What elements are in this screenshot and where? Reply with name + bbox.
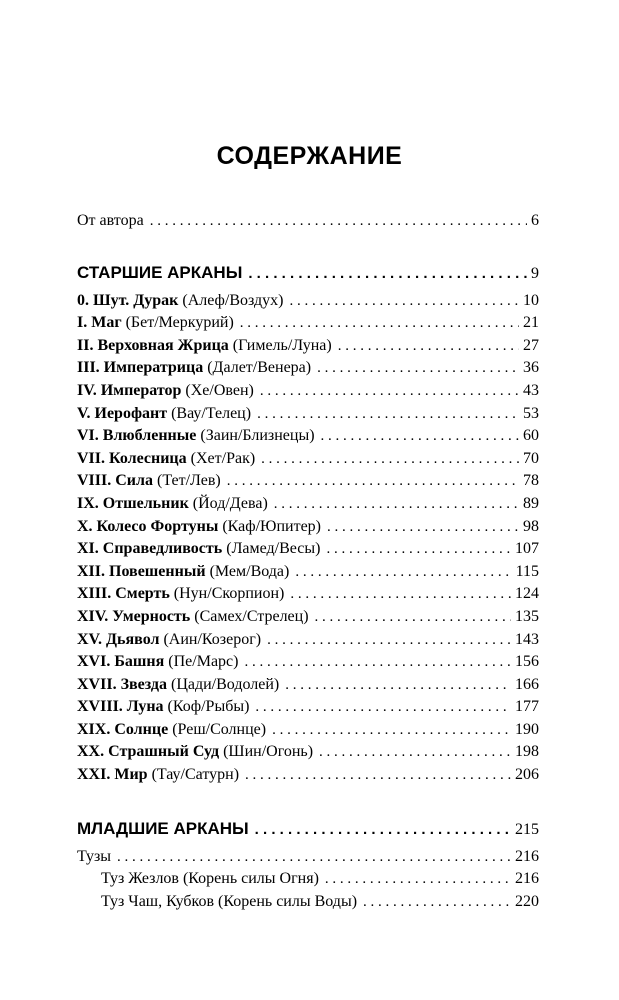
leader-dots [248,263,527,286]
leader-dots [261,448,519,471]
toc-entry-page: 70 [523,449,539,467]
toc-entry-label [77,448,255,471]
toc-entry-label [77,290,284,313]
arcana-name: XIV. Умерность [77,607,191,625]
arcana-correspondence: (Мем/Вода) [205,562,290,580]
toc-entry-label [77,741,313,764]
toc-entry-label [77,561,289,584]
leader-dots [274,493,519,516]
leader-dots [260,380,519,403]
arcana-correspondence: (Тау/Сатурн) [147,766,240,784]
arcana-name: III. Императрица [77,359,204,377]
arcana-name: VII. Колесница [77,449,187,467]
arcana-correspondence: (Бет/Меркурий) [121,314,234,332]
arcana-correspondence: (Хе/Овен) [181,381,254,399]
leader-dots [321,425,519,448]
leader-dots [244,651,511,674]
leader-dots [272,719,511,742]
arcana-name: V. Иерофант [77,404,168,422]
arcana-correspondence: (Йод/Дева) [188,494,268,512]
toc-entry[interactable] [77,696,539,719]
toc-entry-page: 10 [523,291,539,309]
arcana-name: XV. Дьявол [77,630,160,648]
toc-entry-label [77,380,254,403]
toc-entry[interactable] [77,493,539,516]
leader-dots [327,516,519,539]
leader-dots [325,868,511,891]
leader-dots [326,538,511,561]
arcana-correspondence: (Пе/Марс) [164,653,239,671]
toc-entry-page: 124 [515,585,539,603]
toc-entry-label [77,312,234,335]
arcana-name: XX. Страшный Суд [77,743,220,761]
toc-entry-label [77,516,321,539]
arcana-correspondence: (Тет/Лев) [152,472,221,490]
toc-author-note [77,210,539,233]
toc-entry-aces[interactable] [77,846,539,869]
toc-entry-label [77,493,268,516]
toc-entry-label [77,719,266,742]
toc-entry-page: 177 [515,698,539,716]
toc-entry-page: 190 [515,720,539,738]
toc-entry-page: 107 [515,540,539,558]
toc-entry-label: Туз Чаш, Кубков (Корень силы Воды) [101,892,358,910]
arcana-correspondence: (Коф/Рыбы) [163,698,250,716]
toc-entry-page: 115 [515,562,539,580]
toc-entry-label: От автора [77,212,144,229]
toc-entry[interactable] [77,516,539,539]
toc-entry[interactable] [77,538,539,561]
arcana-correspondence: (Алеф/Воздух) [178,291,284,309]
arcana-name: XVII. Звезда [77,675,167,693]
arcana-correspondence: (Заин/Близнецы) [196,427,315,445]
toc-entry-label [77,583,284,606]
toc-entry-page: 206 [515,766,539,784]
toc-entry-page: 60 [523,427,539,445]
leader-dots [227,470,519,493]
toc-entry-page: 216 [515,870,539,888]
arcana-name: XVI. Башня [77,653,165,671]
toc-entry-label [77,538,320,561]
arcana-name: I. Маг [77,314,122,332]
toc-entry-label [77,357,311,380]
leader-dots [245,764,511,787]
arcana-correspondence: (Ламед/Весы) [222,540,321,558]
toc-entry[interactable] [77,651,539,674]
leader-dots [363,891,511,914]
section-heading-page: 215 [515,821,539,838]
arcana-correspondence: (Нун/Скорпион) [169,585,285,603]
toc-entry[interactable] [77,583,539,606]
toc-entry-page: 220 [515,892,539,910]
leader-dots [317,357,519,380]
toc-entry-page: 43 [523,381,539,399]
toc-entry[interactable] [77,290,539,313]
toc-entry[interactable] [77,312,539,335]
arcana-name: XI. Справедливость [77,540,223,558]
arcana-correspondence: (Реш/Солнце) [168,720,267,738]
toc-entry[interactable] [77,210,539,233]
arcana-name: VIII. Сила [77,472,153,490]
toc-entry-label [77,470,221,493]
toc-entry-label [77,403,251,426]
section-heading-page: 9 [531,265,539,282]
arcana-name: II. Верховная Жрица [77,336,229,354]
leader-dots [150,210,527,233]
toc-entry-ace-cups[interactable] [77,891,539,914]
toc-entry[interactable] [77,741,539,764]
toc-entry[interactable] [77,561,539,584]
toc-entry-page: 216 [515,847,539,865]
arcana-name: VI. Влюбленные [77,427,197,445]
section-heading-minor[interactable] [77,818,539,841]
leader-dots [290,290,519,313]
toc-entry-page: 78 [523,472,539,490]
arcana-correspondence: (Шин/Огонь) [219,743,314,761]
leader-dots [255,819,511,842]
toc-minor-section [77,818,539,913]
leader-dots [338,335,519,358]
arcana-name: XVIII. Луна [77,698,164,716]
toc-entry[interactable] [77,425,539,448]
arcana-name: IV. Император [77,381,182,399]
toc-entry[interactable] [77,380,539,403]
arcana-correspondence: (Вау/Телец) [167,404,252,422]
arcana-name: XIX. Солнце [77,720,169,738]
toc-entry[interactable] [77,335,539,358]
toc-entry[interactable] [77,719,539,742]
arcana-name: X. Колесо Фортуны [77,517,219,535]
toc-entry-page: 143 [515,630,539,648]
leader-dots [117,846,511,869]
toc-entry-label [77,425,315,448]
toc-entry[interactable] [77,357,539,380]
arcana-correspondence: (Аин/Козерог) [159,630,262,648]
leader-dots [295,561,511,584]
toc-entry-label [77,629,261,652]
toc-entry-label [77,335,332,358]
arcana-correspondence: (Хет/Рак) [186,449,256,467]
toc-major-section [77,262,539,787]
toc-entry-page: 156 [515,653,539,671]
leader-dots [267,629,511,652]
toc-entry-label [77,764,239,787]
toc-entry-page: 53 [523,404,539,422]
toc-entry-label [77,674,279,697]
leader-dots [319,741,511,764]
toc-entry[interactable] [77,674,539,697]
page-title: СОДЕРЖАНИЕ [216,142,403,170]
toc-entry-page: 198 [515,743,539,761]
toc-entry[interactable] [77,606,539,629]
toc-entry-label: Тузы [77,847,112,865]
arcana-name: 0. Шут. Дурак [77,291,179,309]
leader-dots [290,583,511,606]
section-heading-label: СТАРШИЕ АРКАНЫ [77,263,243,282]
leader-dots [285,674,511,697]
leader-dots [240,312,519,335]
toc-entry-page: 6 [531,212,539,229]
arcana-correspondence: (Гимель/Луна) [228,336,332,354]
toc-entry[interactable] [77,403,539,426]
toc-entry-label [77,606,309,629]
toc-entry-page: 21 [523,314,539,332]
toc-entry-page: 135 [515,607,539,625]
toc-entry-ace-wands[interactable] [77,868,539,891]
arcana-correspondence: (Цади/Водолей) [166,675,280,693]
toc-entry[interactable] [77,470,539,493]
toc-entry-label [77,696,249,719]
arcana-correspondence: (Далет/Венера) [203,359,312,377]
leader-dots [315,606,511,629]
arcana-name: XXI. Мир [77,766,148,784]
toc-entry-page: 166 [515,675,539,693]
toc-entry-page: 27 [523,336,539,354]
toc-entry[interactable] [77,448,539,471]
leader-dots [255,696,511,719]
toc-entry-page: 98 [523,517,539,535]
toc-entry-page: 89 [523,494,539,512]
toc-entry-label [77,651,238,674]
section-heading-major[interactable] [77,262,539,285]
toc-entry-page: 36 [523,359,539,377]
arcana-name: XIII. Смерть [77,585,170,603]
toc-entry[interactable] [77,764,539,787]
toc-entry[interactable] [77,629,539,652]
arcana-correspondence: (Самех/Стрелец) [190,607,309,625]
arcana-name: IX. Отшельник [77,494,189,512]
toc-entry-label: Туз Жезлов (Корень силы Огня) [101,870,319,888]
leader-dots [257,403,519,426]
arcana-correspondence: (Каф/Юпитер) [218,517,322,535]
major-arcana-list [77,290,539,787]
section-heading-label: МЛАДШИЕ АРКАНЫ [77,819,249,838]
arcana-name: XII. Повешенный [77,562,206,580]
